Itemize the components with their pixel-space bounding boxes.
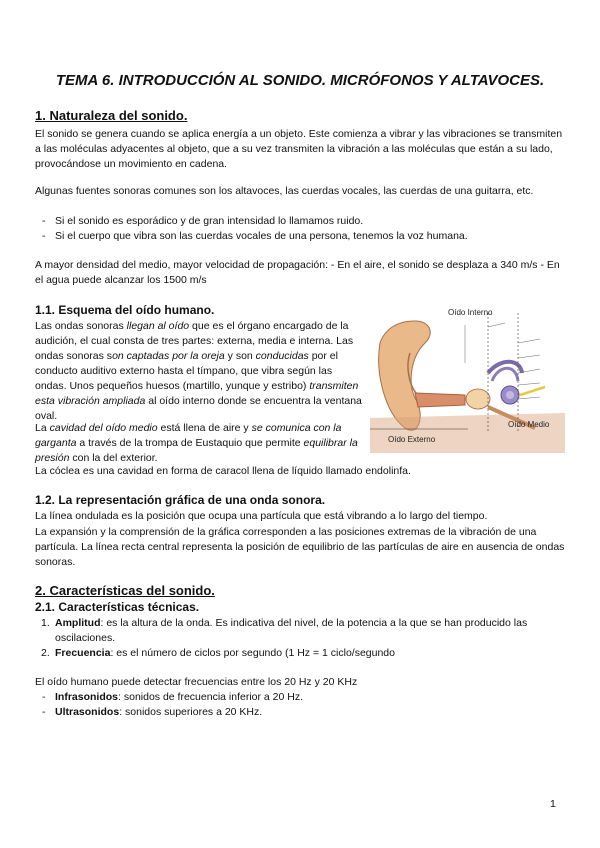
section-1-1-paragraph-2: La cavidad del oído medio está llena de aire y se comunica con la garganta a través de la trompa de Eustaquio que permite equilibrar la presión con la del exterior. [35, 422, 358, 464]
ear-canal-shape [415, 393, 465, 407]
section-2-1-heading: 2.1. Características técnicas. [35, 600, 200, 614]
list-item: - Ultrasonidos: sonidos superiores a 20 KHz. [35, 705, 565, 720]
inner-ear-label: Oído Interno [448, 308, 493, 317]
list-item: - Infrasonidos: sonidos de frecuencia inferior a 20 Hz. [35, 690, 565, 705]
section-1-2-paragraph-2: La expansión y la comprensión de la gráfica corresponden a las posiciones extremas de la vibración de una partícula. La línea recta central representa la posición de equilibrio de las partículas de aire en ausencia de ondas sonoras. [35, 526, 565, 568]
page-number: 1 [550, 798, 556, 810]
section-1-paragraph-3: A mayor densidad del medio, mayor velocidad de propagación: - En el aire, el sonido se desplaza a 340 m/s - En el agua puede alcanzar los 1500 m/s [35, 259, 560, 286]
section-1-paragraph-1: El sonido se genera cuando se aplica energía a un objeto. Este comienza a vibrar y las vibraciones se transmiten a las moléculas adyacentes al objeto, que a su vez transmiten la vibración a las moléculas que están a su lado, provocándose un movimiento en cadena. [35, 128, 563, 170]
middle-ear-shape [466, 389, 490, 409]
list-item: - Si el cuerpo que vibra son las cuerdas vocales de una persona, tenemos la voz humana. [35, 229, 565, 244]
middle-ear-label: Oído Medio [508, 420, 550, 429]
frequency-range-list [35, 690, 565, 720]
section-2-heading: 2. Características del sonido. [35, 583, 215, 598]
section-1-bullet-list [35, 214, 565, 244]
page-title: TEMA 6. INTRODUCCIÓN AL SONIDO. MICRÓFONOS Y ALTAVOCES. [55, 72, 545, 89]
list-item: 1. Amplitud: es la altura de la onda. Es indicativa del nivel, de la potencia a la que se han producido las oscilaciones. [41, 617, 528, 644]
technical-characteristics-list [35, 616, 565, 661]
section-1-paragraph-2: Algunas fuentes sonoras comunes son los altavoces, las cuerdas vocales, las cuerdas de una guitarra, etc. [35, 185, 534, 197]
section-1-1-paragraph-1: Las ondas sonoras llegan al oído que es el órgano encargado de la audición, el cual consta de tres partes: externa, media e interna. Las ondas sonoras son captadas por la oreja y son conducidas por el conducto auditivo externo hasta el tímpano, que vibra según las ondas. Unos pequeños huesos (martillo, yunque y estribo) transmiten esta vibración ampliada al oído interno donde se encuentra la ventana oval. [35, 320, 362, 422]
section-1-2-paragraph-1: La línea ondulada es la posición que ocupa una partícula que está vibrando a lo largo del tiempo. [35, 510, 488, 522]
section-1-1-paragraph-3: La cóclea es una cavidad en forma de caracol llena de líquido llamado endolinfa. [35, 465, 411, 477]
section-1-2-heading: 1.2. La representación gráfica de una onda sonora. [35, 493, 326, 507]
outer-ear-label: Oído Externo [388, 435, 436, 444]
list-item: - Si el sonido es esporádico y de gran intensidad lo llamamos ruido. [35, 214, 565, 229]
section-2-paragraph-1: El oído humano puede detectar frecuencias entre los 20 Hz y 20 KHz [35, 676, 358, 688]
list-item: 2. Frecuencia: es el número de ciclos por segundo (1 Hz = 1 ciclo/segundo [41, 647, 395, 659]
ear-anatomy-figure [370, 303, 565, 453]
section-1-1-heading: 1.1. Esquema del oído humano. [35, 303, 215, 317]
section-1-heading: 1. Naturaleza del sonido. [35, 108, 188, 123]
